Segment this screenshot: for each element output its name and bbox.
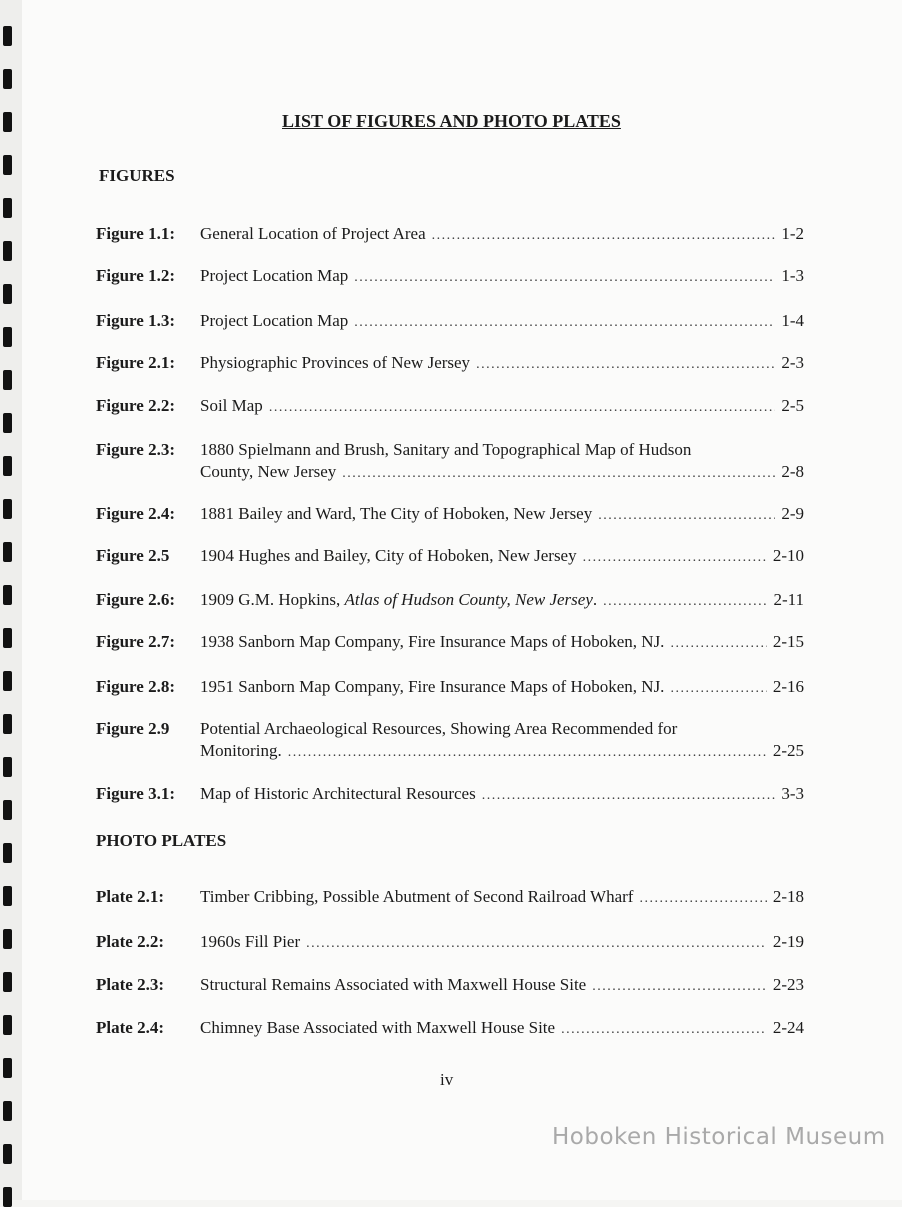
figure-title: Map of Historic Architectural Resources xyxy=(200,784,476,803)
figure-entry xyxy=(96,784,804,806)
figure-page-number: 1-3 xyxy=(781,266,804,285)
figure-entry xyxy=(96,590,804,612)
figure-title: General Location of Project Area xyxy=(200,224,426,243)
plate-label: Plate 2.1: xyxy=(96,887,164,906)
figure-title: County, New Jersey xyxy=(200,462,337,481)
plate-entry xyxy=(96,932,804,954)
figures-section-heading: FIGURES xyxy=(99,166,175,185)
binding-ring xyxy=(3,886,12,906)
figure-title: 1904 Hughes and Bailey, City of Hoboken, New Jersey xyxy=(200,546,577,565)
figure-page-number: 2-11 xyxy=(773,590,804,609)
binding-ring xyxy=(3,714,12,734)
figure-title: 1909 G.M. Hopkins, Atlas of Hudson County, New Jersey. xyxy=(200,590,598,609)
plate-label: Plate 2.3: xyxy=(96,975,164,994)
binding-ring xyxy=(3,284,12,304)
binding-ring xyxy=(3,499,12,519)
dot-leader xyxy=(639,889,766,909)
binding-ring xyxy=(3,112,12,132)
plate-title: Chimney Base Associated with Maxwell House Site xyxy=(200,1018,556,1037)
figure-title: Monitoring. xyxy=(200,741,282,760)
binding-ring xyxy=(3,26,12,46)
figure-entry xyxy=(96,719,804,763)
plate-title: Timber Cribbing, Possible Abutment of Second Railroad Wharf xyxy=(200,887,634,906)
dot-leader xyxy=(354,268,775,288)
binding-ring xyxy=(3,241,12,261)
binding-ring xyxy=(3,757,12,777)
figure-entry xyxy=(96,224,804,246)
binding-ring xyxy=(3,1144,12,1164)
binding-ring xyxy=(3,155,12,175)
figure-page-number: 2-25 xyxy=(772,741,804,760)
binding-ring xyxy=(3,1015,12,1035)
dot-leader xyxy=(583,548,767,568)
binding-ring xyxy=(3,1101,12,1121)
figure-entry xyxy=(96,311,804,333)
figure-entry xyxy=(96,396,804,418)
plate-title: 1960s Fill Pier xyxy=(200,932,301,951)
figure-label: Figure 2.9 xyxy=(96,719,170,738)
figure-title: 1951 Sanborn Map Company, Fire Insurance Maps of Hoboken, NJ. xyxy=(200,677,665,696)
dot-leader xyxy=(561,1020,767,1040)
figure-title-first-line: 1880 Spielmann and Brush, Sanitary and Topographical Map of Hudson xyxy=(200,440,692,459)
page-number: iv xyxy=(440,1070,454,1089)
figure-title: 1881 Bailey and Ward, The City of Hoboken, New Jersey xyxy=(200,504,593,523)
plate-page-number: 2-23 xyxy=(772,975,804,994)
dot-leader xyxy=(306,934,767,954)
figure-title: Project Location Map xyxy=(200,311,349,330)
dot-leader xyxy=(342,464,775,484)
museum-watermark: Hoboken Historical Museum xyxy=(552,1124,886,1150)
figure-entry xyxy=(96,440,804,484)
figure-label: Figure 1.3: xyxy=(96,311,176,330)
plate-entry xyxy=(96,887,804,909)
plate-label: Plate 2.4: xyxy=(96,1018,164,1037)
figure-label: Figure 2.8: xyxy=(96,677,176,696)
figure-page-number: 2-8 xyxy=(781,462,804,481)
binding-ring xyxy=(3,1187,12,1207)
figure-page-number: 2-9 xyxy=(781,504,804,523)
dot-leader xyxy=(476,355,775,375)
plate-entry xyxy=(96,975,804,997)
figure-label: Figure 1.1: xyxy=(96,224,176,243)
dot-leader xyxy=(354,313,775,333)
plate-page-number: 2-18 xyxy=(772,887,804,906)
page-heading: LIST OF FIGURES AND PHOTO PLATES xyxy=(282,111,621,131)
plates-section-heading: PHOTO PLATES xyxy=(96,831,227,850)
binding-ring xyxy=(3,843,12,863)
figure-page-number: 3-3 xyxy=(781,784,804,803)
plate-page-number: 2-24 xyxy=(772,1018,804,1037)
binding-ring xyxy=(3,456,12,476)
dot-leader xyxy=(288,743,767,763)
dot-leader xyxy=(269,398,776,418)
figure-label: Figure 2.2: xyxy=(96,396,176,415)
figure-title: 1938 Sanborn Map Company, Fire Insurance Maps of Hoboken, NJ. xyxy=(200,632,665,651)
figure-page-number: 2-3 xyxy=(781,353,804,372)
binding-ring xyxy=(3,671,12,691)
figure-entry xyxy=(96,546,804,568)
binding-ring xyxy=(3,800,12,820)
figure-label: Figure 3.1: xyxy=(96,784,176,803)
figure-page-number: 2-5 xyxy=(781,396,804,415)
figure-entry xyxy=(96,677,804,699)
figure-entry xyxy=(96,266,804,288)
dot-leader xyxy=(603,592,767,612)
dot-leader xyxy=(432,226,776,246)
dot-leader xyxy=(592,977,767,997)
figure-title: Physiographic Provinces of New Jersey xyxy=(200,353,471,372)
figure-label: Figure 2.7: xyxy=(96,632,176,651)
figure-label: Figure 2.1: xyxy=(96,353,176,372)
figure-page-number: 2-16 xyxy=(772,677,804,696)
plate-entry xyxy=(96,1018,804,1040)
figure-title: Project Location Map xyxy=(200,266,349,285)
binding-ring xyxy=(3,542,12,562)
plate-label: Plate 2.2: xyxy=(96,932,164,951)
binding-ring xyxy=(3,1058,12,1078)
figure-label: Figure 2.3: xyxy=(96,440,176,459)
plate-title: Structural Remains Associated with Maxwell House Site xyxy=(200,975,587,994)
figure-label: Figure 2.4: xyxy=(96,504,176,523)
figure-title-first-line: Potential Archaeological Resources, Showing Area Recommended for xyxy=(200,719,678,738)
figure-label: Figure 1.2: xyxy=(96,266,176,285)
binding-ring xyxy=(3,628,12,648)
dot-leader xyxy=(670,634,766,654)
figure-page-number: 2-10 xyxy=(772,546,804,565)
figure-entry xyxy=(96,353,804,375)
figure-label: Figure 2.5 xyxy=(96,546,170,565)
dot-leader xyxy=(670,679,766,699)
binding-ring xyxy=(3,413,12,433)
binding-ring xyxy=(3,327,12,347)
figure-page-number: 1-4 xyxy=(781,311,804,330)
plate-page-number: 2-19 xyxy=(772,932,804,951)
figure-page-number: 2-15 xyxy=(772,632,804,651)
figure-entry xyxy=(96,632,804,654)
binding-ring xyxy=(3,69,12,89)
figure-title: Soil Map xyxy=(200,396,263,415)
dot-leader xyxy=(598,506,775,526)
binding-ring xyxy=(3,198,12,218)
binding-ring xyxy=(3,370,12,390)
figure-page-number: 1-2 xyxy=(781,224,804,243)
binding-ring xyxy=(3,972,12,992)
figure-entry xyxy=(96,504,804,526)
dot-leader xyxy=(482,786,776,806)
binding-ring xyxy=(3,585,12,605)
figure-label: Figure 2.6: xyxy=(96,590,176,609)
binding-ring xyxy=(3,929,12,949)
